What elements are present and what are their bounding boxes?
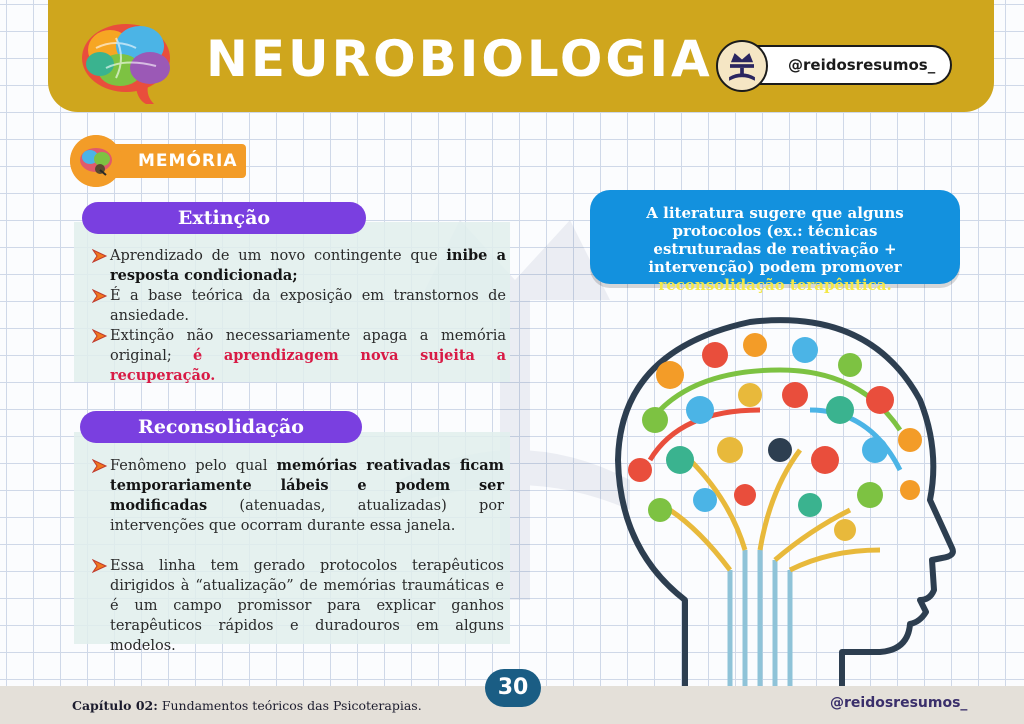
pin-icon — [628, 458, 652, 482]
chapter-caption: Capítulo 02: Fundamentos teóricos das Psicoterapias. — [72, 698, 422, 713]
plus-icon — [642, 407, 668, 433]
star-icon — [898, 428, 922, 452]
list-item: É a base teórica da exposição em transtornos de ansiedade. — [92, 286, 506, 326]
reconsolidacao-heading: Reconsolidação — [80, 411, 362, 443]
page-title: NEUROBIOLOGIA — [206, 30, 713, 88]
gear-icon — [862, 437, 888, 463]
section-tab-memoria — [112, 144, 246, 178]
cloud-icon — [798, 493, 822, 517]
plane-icon — [648, 498, 672, 522]
music-icon — [734, 484, 756, 506]
user-icon — [792, 337, 818, 363]
arrow-bullet-icon — [92, 289, 108, 303]
heart-icon — [866, 386, 894, 414]
bell-icon — [900, 480, 920, 500]
chat-icon — [838, 353, 862, 377]
book-icon — [834, 519, 856, 541]
calendar-icon — [717, 437, 743, 463]
clock-icon — [782, 382, 808, 408]
puzzle-icon — [811, 446, 839, 474]
header-banner — [48, 0, 994, 112]
list-item: Extinção não necessariamente apaga a memória original; é aprendizagem nova sujeita a recuperação. — [92, 326, 506, 386]
literature-callout: A literatura sugere que alguns protocolos (ex.: técnicas estruturadas de reativação + intervenção) podem promover reconsolidação terapêutica. — [590, 190, 960, 284]
flag-icon — [857, 482, 883, 508]
thumbs-up-icon — [826, 396, 854, 424]
reconsolidacao-bullets — [92, 456, 504, 656]
section-tab-label: MEMÓRIA — [138, 151, 238, 171]
extincao-heading: Extinção — [82, 202, 366, 234]
question-icon — [738, 383, 762, 407]
search-icon — [686, 396, 714, 424]
dollar-icon — [743, 333, 767, 357]
page-number-badge: 30 — [485, 669, 541, 707]
arrow-bullet-icon — [92, 329, 108, 343]
arrow-bullet-icon — [92, 459, 108, 473]
brain-gears-icon — [70, 135, 122, 187]
list-item: Essa linha tem gerado protocolos terapêuticos dirigidos à “atualização” de memórias traumáticas e é um campo promissor para explicar ganhos terapêuticos rápidos e duradouros em alguns modelos. — [92, 556, 504, 656]
footer-handle[interactable]: @reidosresumos_ — [830, 695, 968, 711]
head-brain-illustration — [580, 300, 970, 690]
arrow-bullet-icon — [92, 249, 108, 263]
mail-icon — [693, 488, 717, 512]
arrow-bullet-icon — [92, 559, 108, 573]
list-item: Fenômeno pelo qual memórias reativadas ficam temporariamente lábeis e podem ser modificadas (atenuadas, atualizadas) por intervenções que ocorram durante essa janela. — [92, 456, 504, 536]
crown-book-icon — [716, 40, 768, 92]
comment-icon — [768, 438, 792, 462]
extincao-bullets — [92, 246, 506, 386]
chart-icon — [702, 342, 728, 368]
colorful-brain-icon — [76, 18, 188, 106]
list-item: Aprendizado de um novo contingente que inibe a resposta condicionada; — [92, 246, 506, 286]
idea-icon — [656, 361, 684, 389]
social-handle-text: @reidosresumos_ — [788, 56, 936, 74]
settings-icon — [666, 446, 694, 474]
